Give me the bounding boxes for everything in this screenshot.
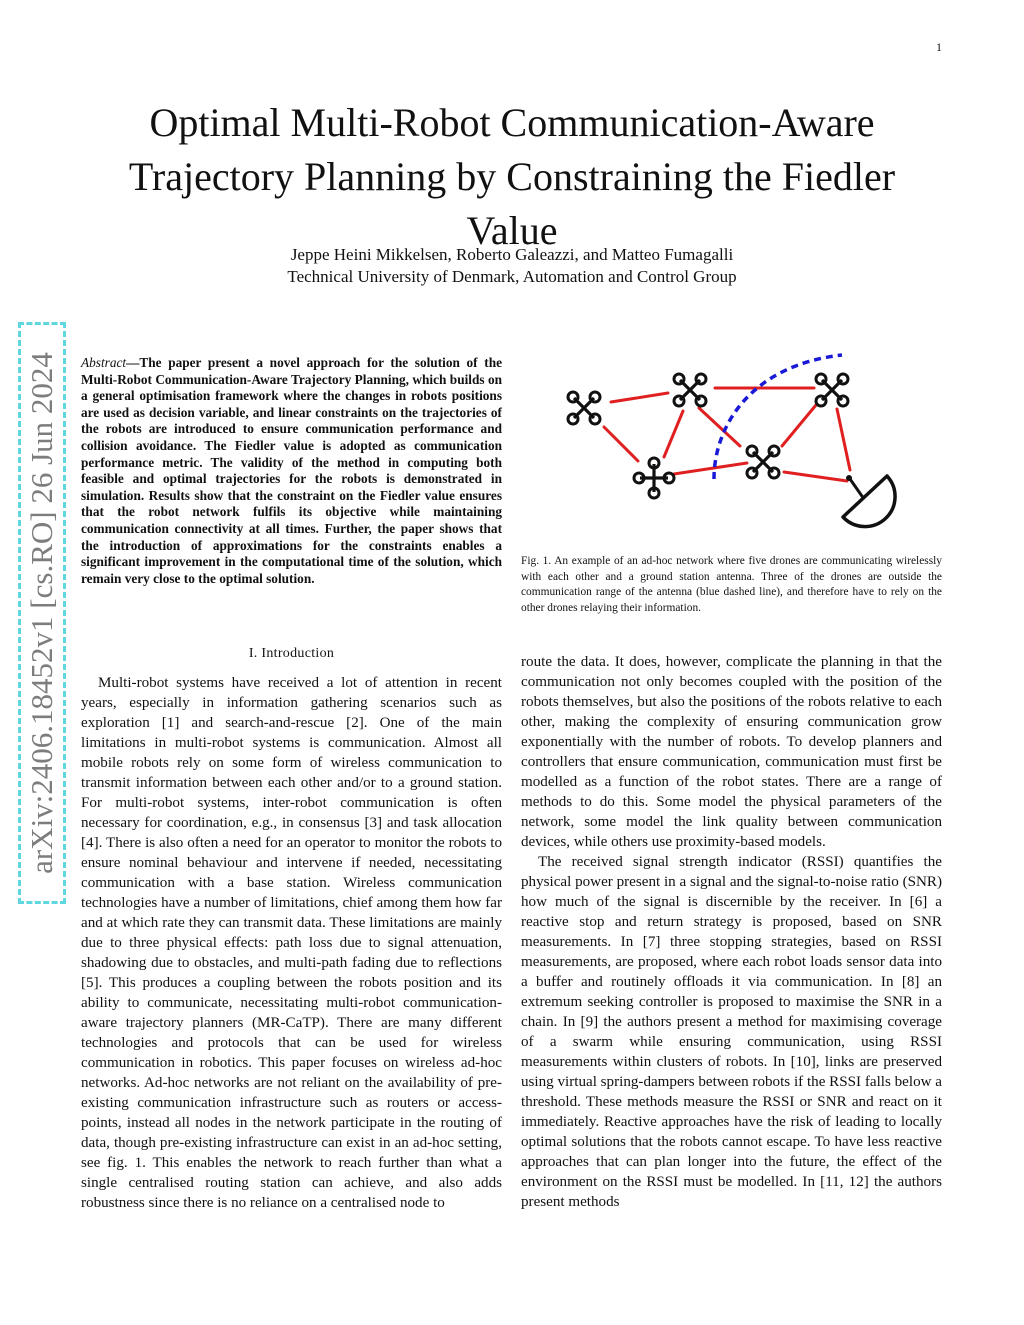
drone-icon: [816, 374, 848, 406]
drone-icon: [634, 458, 674, 498]
paragraph: The received signal strength indicator (RSSI) quantifies the physical power present in a signal and the signal-to-noise ratio (SNR) how much of the signal is discernible by the receiver. In [6] a reactive stop and return strategy is proposed, based on SNR measurements. In [7] three stopping strategies, based on RSSI measurements, are proposed, where each robot loads sensor data into a buffer and routinely offloads it via communication. In [8] an extremum seeking controller is proposed to maximise the SNR in a chain. In [9] the authors present a method for maximising coverage of a swarm while ensuring communication, using RSSI measurements within clusters of robots. In [10], links are preserved using virtual spring-dampers between robots if the RSSI falls below a threshold. These methods measure the RSSI or SNR and react on it immediately. Reactive approaches have the risk of leading to locally optimal solutions that the robots cannot escape. To have less reactive approaches that can plan longer into the future, the effect of the environment on the RSSI must be modelled. In [11, 12] the authors present methods: [521, 854, 942, 1210]
column-left: [81, 673, 502, 1213]
abstract-text: —The paper present a novel approach for the solution of the Multi-Robot Communication-Aware Trajectory Planning, which builds on a general optimisation framework where the changes in robots positions are used as decision variable, and linear constraints on the trajectories of the robots are introduced to ensure communication performance and collision avoidance. The Fiedler value is adopted as communication performance metric. The validity of the method in computing both feasible and optimal trajectories for the robots is demonstrated in simulation. Results show that the constraint on the Fiedler value ensures that the robot network fulfils its objective while maintaining communication connectivity at all times. Further, the paper shows that the introduction of approximations for the constraints enables a significant improvement in the computational time of the solution, which remain very close to the optimal solution.: [81, 355, 502, 586]
link: [611, 393, 668, 402]
abstract-label: Abstract: [81, 355, 127, 370]
arxiv-id: arXiv:2406.18452v1 [cs.RO] 26 Jun 2024: [24, 352, 59, 874]
affiliation: Technical University of Denmark, Automation and Control Group: [287, 267, 737, 286]
link: [784, 472, 847, 481]
drone-icon: [747, 446, 779, 478]
link: [664, 411, 683, 457]
section-heading: I. Introduction: [248, 646, 335, 661]
column-right: [521, 652, 942, 1212]
link: [674, 463, 747, 474]
drone-icon: [568, 392, 600, 424]
drone-icon: [674, 374, 706, 406]
link: [782, 405, 816, 446]
link: [837, 409, 850, 470]
paragraph: route the data. It does, however, complicate the planning in that the communication not only becomes coupled with the position of the robots themselves, but also the positions of the robots relative to each other, making the complexity of ensuring communication grow exponentially with the number of robots. To develop planners and controllers that ensure communication, communication must first be modelled as a function of the robot states. There are a range of methods to do this. Some model the physical parameters of the network, some model the link quality between communication devices, while others use proximity-based models.: [521, 654, 942, 850]
page-number: 1: [936, 40, 942, 54]
link: [604, 427, 638, 461]
network-links: [604, 388, 850, 481]
antenna-dish-icon: [843, 475, 895, 527]
abstract: [81, 355, 502, 587]
author-block: [90, 244, 934, 288]
author-names: Jeppe Heini Mikkelsen, Roberto Galeazzi, and Matteo Fumagalli: [290, 245, 734, 264]
network-figure: [552, 345, 912, 535]
paragraph: Multi-robot systems have received a lot of attention in recent years, especially in information gathering scenarios such as exploration [1] and search-and-rescue [2]. One of the main limitations in multi-robot systems is communication. Almost all mobile robots rely on some form of wireless communication to transmit information between each other and/or to a ground station. For multi-robot systems, inter-robot communication is often necessary for coordination, e.g., in consensus [3] and task allocation [4]. There is also often a need for an operator to monitor the robots to ensure nominal behaviour and intervene if needed, necessitating communication with a base station. Wireless communication technologies have a number of limitations, chief among them how far and at which rate they can transmit data. These limitations are mainly due to three physical effects: path loss due to signal attenuation, shadowing due to obstacles, and multi-path fading due to reflections [5]. This produces a coupling between the robots position and its ability to communicate, necessitating multi-robot communication-aware trajectory planners (MR-CaTP). There are many different technologies and protocols that can be used for wireless communication in robotics. This paper focuses on wireless ad-hoc networks. Ad-hoc networks are not reliant on the availability of pre-existing communication infrastructure such as routers or access-points, instead all nodes in the network participate in the routing of data, though pre-existing infrastructure can exist in an ad-hoc setting, see fig. 1. This enables the network to reach further than what a single centralised routing station can achieve, and also adds robustness since there is no reliance on a centralised node to: [81, 675, 502, 1211]
paper-title: Optimal Multi-Robot Communication-Aware Trajectory Planning by Constraining the Fiedler Value: [128, 100, 896, 253]
arxiv-stamp[interactable]: [18, 322, 66, 904]
figure-caption: Fig. 1. An example of an ad-hoc network where five drones are communicating wirelessly with each other and a ground station antenna. Three of the drones are outside the communication range of the antenna (blue dashed line), and therefore have to rely on the other drones relaying their information.: [521, 555, 942, 614]
